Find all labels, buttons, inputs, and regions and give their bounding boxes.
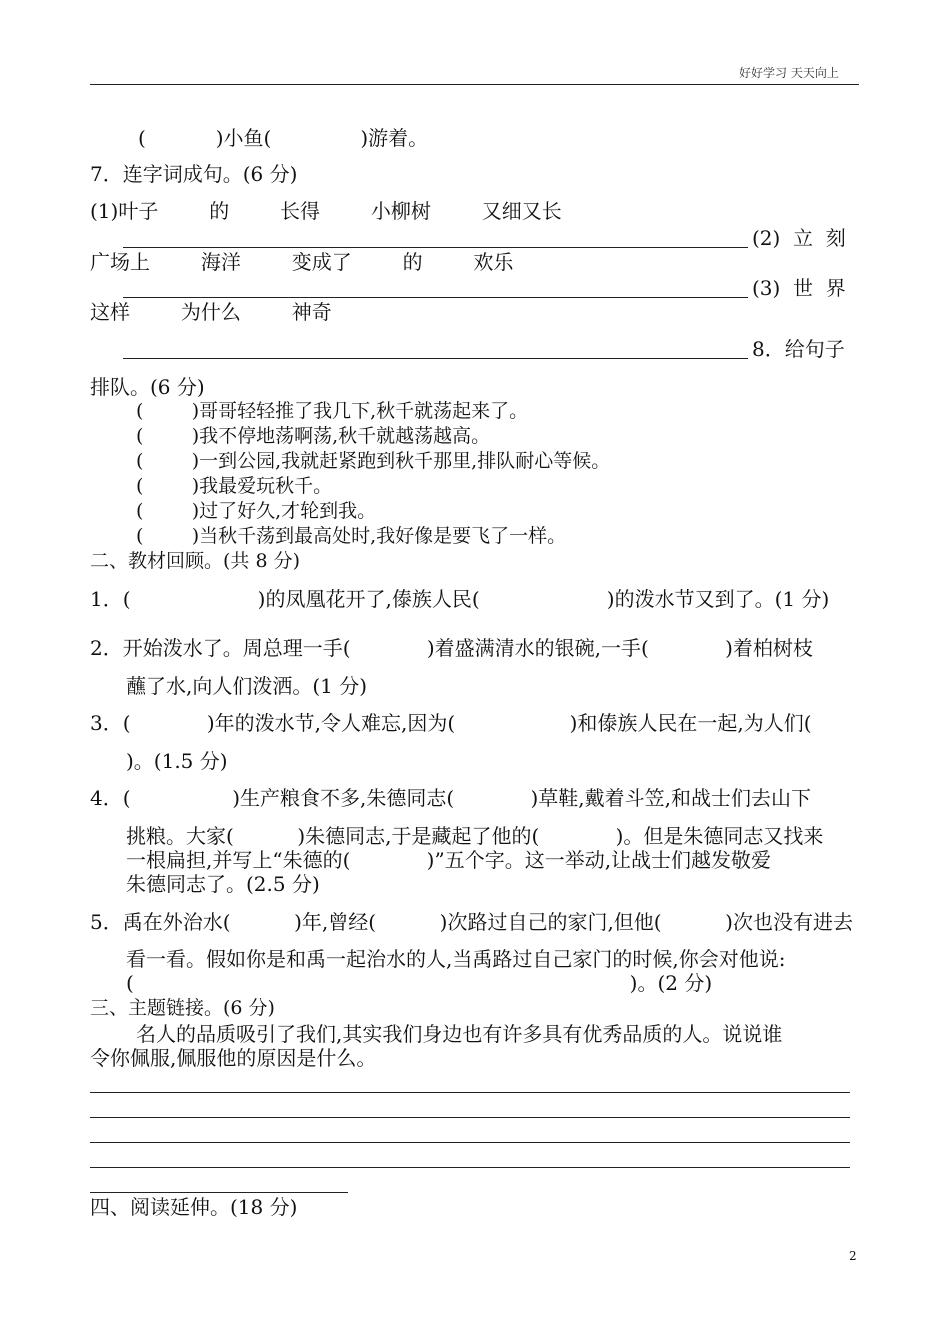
section-2-q4-line4: 朱德同志了。(2.5 分) — [126, 872, 320, 896]
section-2-q4-line1: 4．( )生产粮食不多,朱德同志( )草鞋,戴着斗笠,和战士们去山下 — [90, 786, 812, 810]
page-number: 2 — [849, 1249, 857, 1263]
section-2-q3-line1: 3．( )年的泼水节,令人难忘,因为( )和傣族人民在一起,为人们( — [90, 711, 812, 735]
question-8-title-start: 8．给句子 — [752, 337, 845, 361]
section-2-q4-line2: 挑粮。大家( )朱德同志,于是藏起了他的( )。但是朱德同志又找来 — [126, 824, 824, 848]
section-2-q2-line1: 2．开始泼水了。周总理一手( )着盛满清水的银碗,一手( )着柏树枝 — [90, 636, 813, 660]
question-7-title: 7．连字词成句。(6 分) — [90, 162, 298, 186]
answer-line-3-3 — [90, 1142, 850, 1143]
sentence-item-1: ( )哥哥轻轻推了我几下,秋千就荡起来了。 — [136, 400, 529, 422]
sentence-item-2: ( )我不停地荡啊荡,秋千就越荡越高。 — [136, 425, 491, 447]
answer-line-7-1 — [123, 247, 748, 248]
header-rule — [90, 84, 859, 85]
answer-line-3-4 — [90, 1167, 850, 1168]
answer-line-3-5 — [90, 1192, 348, 1193]
answer-line-3-1 — [90, 1092, 850, 1093]
question-7-3-label: (3) 世 界 — [752, 276, 846, 300]
section-2-q2-line2: 蘸了水,向人们泼洒。(1 分) — [126, 674, 368, 698]
question-8-title-end: 排队。(6 分) — [90, 375, 205, 399]
question-7-3-words: 这样 为什么 神奇 — [90, 300, 332, 324]
question-7-1-words: (1)叶子 的 长得 小柳树 又细又长 — [90, 199, 562, 223]
section-2-q1: 1．( )的凤凰花开了,傣族人民( )的泼水节又到了。(1 分) — [90, 587, 830, 611]
section-2-q5-line3: ( )。(2 分) — [126, 971, 713, 995]
section-2-title: 二、教材回顾。(共 8 分) — [90, 550, 300, 572]
sentence-item-6: ( )当秋千荡到最高处时,我好像是要飞了一样。 — [136, 525, 567, 547]
section-2-q5-line2: 看一看。假如你是和禹一起治水的人,当禹路过自己家门的时候,你会对他说: — [126, 947, 786, 971]
section-2-q5-line1: 5．禹在外治水( )年,曾经( )次路过自己的家门,但他( )次也没有进去 — [90, 910, 853, 934]
answer-line-7-3 — [123, 358, 748, 359]
section-3-title: 三、主题链接。(6 分) — [90, 997, 275, 1019]
section-3-prompt-line1: 名人的品质吸引了我们,其实我们身边也有许多具有优秀品质的人。说说谁 — [136, 1022, 783, 1046]
line-01: ( )小鱼( )游着。 — [138, 126, 429, 150]
question-7-2-words: 广场上 海洋 变成了 的 欢乐 — [90, 250, 514, 274]
section-3-prompt-line2: 令你佩服,佩服他的原因是什么。 — [90, 1046, 377, 1070]
header-right-text: 好好学习 天天向上 — [739, 66, 839, 80]
answer-line-7-2 — [123, 297, 748, 298]
section-2-q4-line3: 一根扁担,并写上“朱德的( )”五个字。这一举动,让战士们越发敬爱 — [126, 848, 772, 872]
section-2-q3-line2: )。(1.5 分) — [126, 749, 228, 773]
question-7-2-label: (2) 立 刻 — [752, 226, 846, 250]
section-4-title: 四、阅读延伸。(18 分) — [90, 1195, 298, 1219]
sentence-item-4: ( )我最爱玩秋千。 — [136, 475, 333, 497]
sentence-item-3: ( )一到公园,我就赶紧跑到秋千那里,排队耐心等候。 — [136, 450, 611, 472]
answer-line-3-2 — [90, 1117, 850, 1118]
sentence-item-5: ( )过了好久,才轮到我。 — [136, 500, 377, 522]
